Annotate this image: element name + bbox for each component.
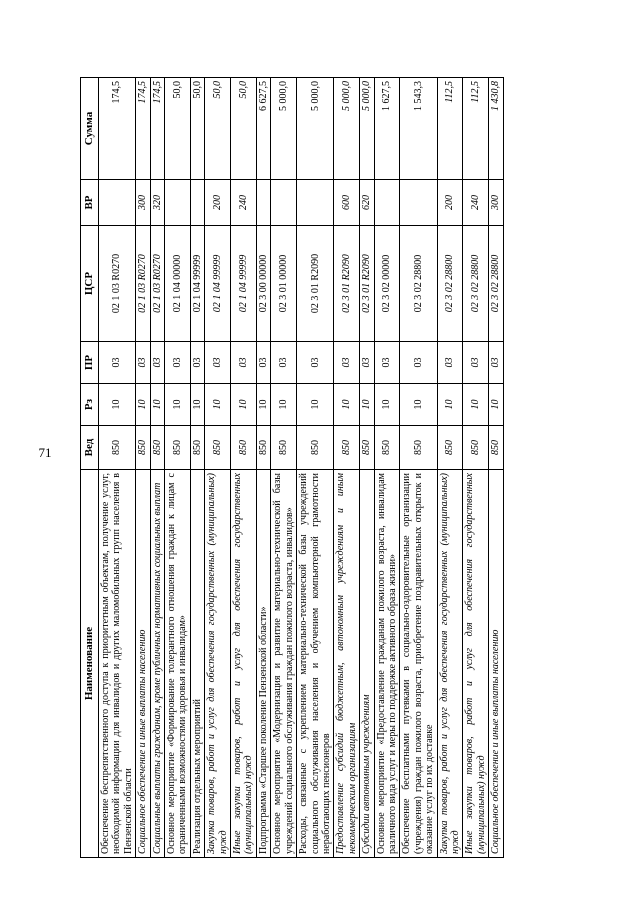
cell-vr: 600 (334, 180, 360, 226)
cell-sum: 50,0 (231, 78, 257, 180)
cell-csr: 02 1 04 99999 (231, 226, 257, 342)
cell-ved: 850 (150, 426, 164, 470)
cell-csr: 02 3 01 00000 (271, 226, 297, 342)
cell-ved: 850 (437, 426, 463, 470)
cell-rz: 10 (190, 384, 204, 426)
table-row (256, 78, 270, 858)
header-rz: Рз (81, 384, 99, 426)
cell-pr: 03 (150, 342, 164, 384)
cell-csr: 02 3 02 28800 (463, 226, 489, 342)
table-row (463, 78, 489, 858)
cell-ved: 850 (271, 426, 297, 470)
cell-ved: 850 (136, 426, 150, 470)
table-row (334, 78, 360, 858)
cell-vr (297, 180, 334, 226)
cell-vr: 620 (360, 180, 374, 226)
cell-ved: 850 (256, 426, 270, 470)
cell-csr: 02 1 03 R0270 (99, 226, 136, 342)
cell-csr: 02 1 03 R0270 (150, 226, 164, 342)
budget-table (80, 77, 504, 858)
header-ved: Вед (81, 426, 99, 470)
cell-csr: 02 3 02 00000 (374, 226, 400, 342)
cell-pr: 03 (400, 342, 437, 384)
header-pr: ПР (81, 342, 99, 384)
cell-sum: 174,5 (99, 78, 136, 180)
cell-pr: 03 (190, 342, 204, 384)
cell-sum: 1 543,3 (400, 78, 437, 180)
cell-name: Закупка товаров, работ и услуг для обеспечения государственных (муниципальных) нужд (437, 470, 463, 858)
cell-pr: 03 (256, 342, 270, 384)
cell-ved: 850 (231, 426, 257, 470)
cell-ved: 850 (205, 426, 231, 470)
cell-rz: 10 (297, 384, 334, 426)
cell-sum: 50,0 (205, 78, 231, 180)
table-row (437, 78, 463, 858)
cell-ved: 850 (374, 426, 400, 470)
cell-name: Расходы, связанные с укреплением материально-технической базы учреждений социального обслуживания населения и обучением компьютерной грамотности неработающих пенсионеров (297, 470, 334, 858)
cell-pr: 03 (99, 342, 136, 384)
cell-pr: 03 (297, 342, 334, 384)
table-row (136, 78, 150, 858)
cell-pr: 03 (437, 342, 463, 384)
cell-rz: 10 (99, 384, 136, 426)
cell-ved: 850 (190, 426, 204, 470)
cell-name: Закупка товаров, работ и услуг для обеспечения государственных (муниципальных) нужд (205, 470, 231, 858)
cell-ved: 850 (297, 426, 334, 470)
cell-rz: 10 (334, 384, 360, 426)
cell-name: Основное мероприятие «Модернизация и развитие материально-технической базы учреждений социального обслуживания граждан пожилого возраста, инвалидов» (271, 470, 297, 858)
cell-rz: 10 (205, 384, 231, 426)
cell-vr: 200 (205, 180, 231, 226)
cell-ved: 850 (489, 426, 503, 470)
table-row (297, 78, 334, 858)
page-number: 71 (38, 444, 52, 460)
cell-sum: 50,0 (165, 78, 191, 180)
cell-rz: 10 (256, 384, 270, 426)
cell-vr: 320 (150, 180, 164, 226)
rotated-page-content (80, 78, 504, 858)
cell-sum: 1 627,5 (374, 78, 400, 180)
cell-name: Иные закупки товаров, работ и услуг для обеспечения государственных (муниципальных) нужд (231, 470, 257, 858)
cell-pr: 03 (231, 342, 257, 384)
cell-rz: 10 (463, 384, 489, 426)
cell-vr (256, 180, 270, 226)
cell-vr: 300 (136, 180, 150, 226)
cell-sum: 5 000,0 (271, 78, 297, 180)
cell-vr (271, 180, 297, 226)
table-row (489, 78, 503, 858)
cell-rz: 10 (374, 384, 400, 426)
table-row (99, 78, 136, 858)
cell-pr: 03 (374, 342, 400, 384)
cell-csr: 02 3 02 28800 (489, 226, 503, 342)
cell-sum: 5 000,0 (334, 78, 360, 180)
cell-sum: 5 000,0 (297, 78, 334, 180)
cell-vr (374, 180, 400, 226)
cell-name: Основное мероприятие «Предоставление гражданам пожилого возраста, инвалидам различного вида услуг и меры по поддержке активного образа жизни» (374, 470, 400, 858)
table-body (99, 78, 504, 858)
cell-csr: 02 1 04 99999 (190, 226, 204, 342)
cell-rz: 10 (437, 384, 463, 426)
cell-name: Социальное обеспечение и иные выплаты населению (489, 470, 503, 858)
cell-vr: 240 (463, 180, 489, 226)
cell-csr: 02 1 04 00000 (165, 226, 191, 342)
cell-sum: 50,0 (190, 78, 204, 180)
cell-sum: 6 627,5 (256, 78, 270, 180)
cell-csr: 02 3 00 00000 (256, 226, 270, 342)
cell-sum: 174,5 (136, 78, 150, 180)
header-name: Наименование (81, 470, 99, 858)
cell-csr: 02 3 01 R2090 (334, 226, 360, 342)
cell-sum: 5 000,0 (360, 78, 374, 180)
cell-csr: 02 3 02 28800 (437, 226, 463, 342)
cell-csr: 02 3 01 R2090 (360, 226, 374, 342)
table-row (150, 78, 164, 858)
cell-pr: 03 (334, 342, 360, 384)
cell-vr (190, 180, 204, 226)
cell-sum: 112,5 (463, 78, 489, 180)
cell-rz: 10 (271, 384, 297, 426)
cell-name: Реализация отдельных мероприятий (190, 470, 204, 858)
cell-pr: 03 (136, 342, 150, 384)
cell-name: Социальные выплаты гражданам, кроме публичных нормативных социальных выплат (150, 470, 164, 858)
cell-csr: 02 3 01 R2090 (297, 226, 334, 342)
cell-pr: 03 (165, 342, 191, 384)
cell-ved: 850 (463, 426, 489, 470)
cell-ved: 850 (99, 426, 136, 470)
table-row (190, 78, 204, 858)
cell-ved: 850 (360, 426, 374, 470)
cell-pr: 03 (489, 342, 503, 384)
cell-sum: 112,5 (437, 78, 463, 180)
table-row (374, 78, 400, 858)
table-row (271, 78, 297, 858)
cell-rz: 10 (400, 384, 437, 426)
cell-vr (99, 180, 136, 226)
cell-vr: 240 (231, 180, 257, 226)
cell-name: Иные закупки товаров, работ и услуг для обеспечения государственных (муниципальных) нужд (463, 470, 489, 858)
cell-name: Обеспечение бесплатными путевками в социально-оздоровительные организации (учреждения) граждан пожилого возраста, приобретение поздравительных открыток и оказание услуг по их доставке (400, 470, 437, 858)
cell-name: Подпрограмма «Старшее поколение Пензенской области» (256, 470, 270, 858)
cell-sum: 1 430,8 (489, 78, 503, 180)
cell-name: Субсидии автономным учреждениям (360, 470, 374, 858)
cell-pr: 03 (205, 342, 231, 384)
table-row (400, 78, 437, 858)
cell-ved: 850 (400, 426, 437, 470)
table-row (205, 78, 231, 858)
header-csr: ЦСР (81, 226, 99, 342)
cell-rz: 10 (360, 384, 374, 426)
cell-vr (400, 180, 437, 226)
cell-pr: 03 (463, 342, 489, 384)
cell-pr: 03 (360, 342, 374, 384)
cell-csr: 02 1 03 R0270 (136, 226, 150, 342)
table-header-row (81, 78, 99, 858)
cell-pr: 03 (271, 342, 297, 384)
cell-vr: 300 (489, 180, 503, 226)
table-row (231, 78, 257, 858)
cell-name: Обеспечение беспрепятственного доступа к приоритетным объектам, получение услуг, необходимой информации для инвалидов и других маломобильных групп населения в Пензенской области (99, 470, 136, 858)
cell-vr: 200 (437, 180, 463, 226)
cell-rz: 10 (165, 384, 191, 426)
cell-rz: 10 (231, 384, 257, 426)
cell-rz: 10 (489, 384, 503, 426)
cell-csr: 02 3 02 28800 (400, 226, 437, 342)
table-row (165, 78, 191, 858)
cell-name: Предоставление субсидий бюджетным, автономным учреждениям и иным некоммерческим организациям (334, 470, 360, 858)
cell-name: Социальное обеспечение и иные выплаты населению (136, 470, 150, 858)
header-sum: Сумма (81, 78, 99, 180)
cell-ved: 850 (334, 426, 360, 470)
cell-rz: 10 (150, 384, 164, 426)
cell-ved: 850 (165, 426, 191, 470)
cell-vr (165, 180, 191, 226)
cell-csr: 02 1 04 99999 (205, 226, 231, 342)
cell-name: Основное мероприятие «Формирование толерантного отношения граждан к лицам с ограниченными возможностями здоровья и инвалидам» (165, 470, 191, 858)
cell-rz: 10 (136, 384, 150, 426)
header-vr: ВР (81, 180, 99, 226)
cell-sum: 174,5 (150, 78, 164, 180)
table-row (360, 78, 374, 858)
